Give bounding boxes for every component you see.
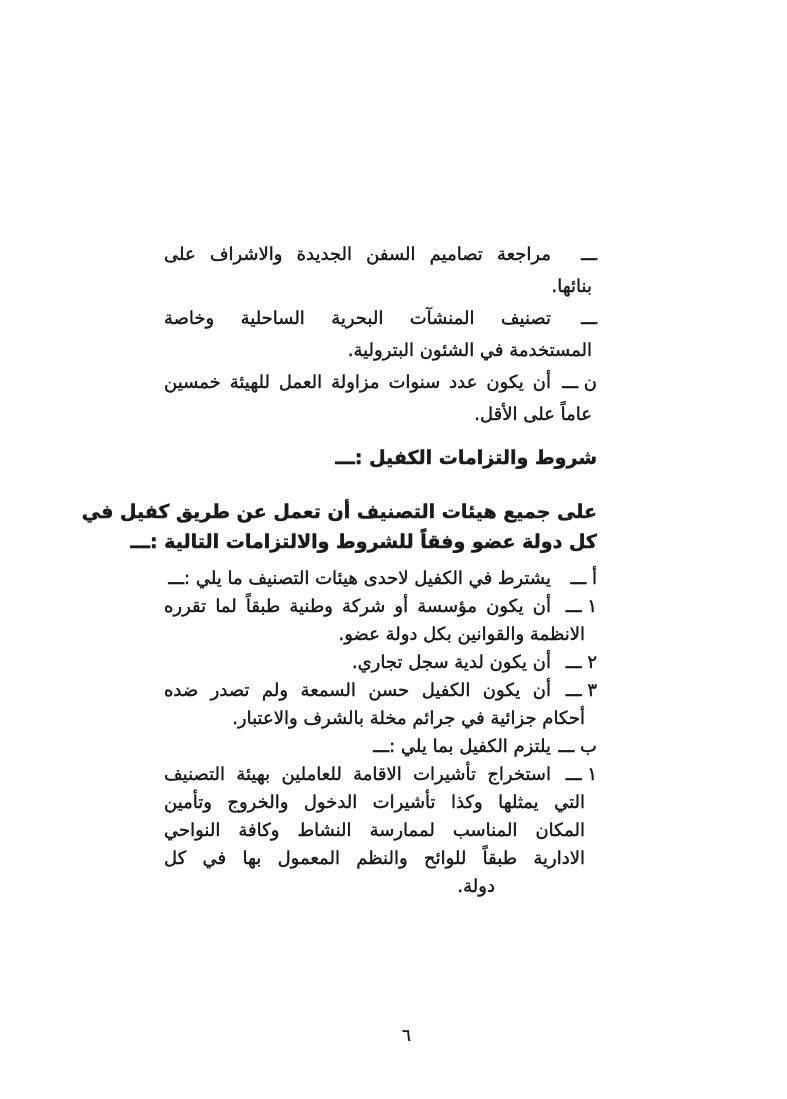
list-item (164, 761, 597, 789)
list-item (164, 565, 597, 593)
list-item-text: يلتزم الكفيل بما يلي :ـــ (373, 736, 551, 757)
list-item-continuation: أحكام جزائية في جرائم مخلة بالشرف والاعتبار. (232, 708, 585, 729)
list-item-continuation: الادارية طبقاً للوائح والنظم المعمول بها في كل (164, 848, 585, 869)
list-item-text: تصنيف المنشآت البحرية الساحلية وخاصة (164, 308, 551, 329)
letter-list-marker: ن ـــ (562, 372, 597, 393)
list-item (164, 367, 597, 399)
conditions-list-block (164, 565, 597, 901)
intro-line: كل دولة عضو وفقاً للشروط والالتزامات التالية :ـــ (130, 531, 597, 553)
intro-paragraph (81, 497, 597, 557)
list-item (164, 649, 597, 677)
top-list-block (164, 239, 597, 431)
list-item (164, 303, 597, 335)
list-item-continuation: التي يمثلها وكذا تأشيرات الدخول والخروج وتأمين (164, 792, 585, 813)
number-list-marker: ٣ ـــ (565, 680, 597, 701)
page-content (81, 239, 597, 901)
dash-list-marker: ـــ (581, 308, 597, 329)
list-item-continuation: بنائها. (551, 276, 592, 297)
list-item (164, 593, 597, 621)
letter-list-marker: ب ـــ (558, 736, 597, 757)
list-item-continuation: دولة. (457, 876, 495, 897)
list-item-text: مراجعة تصاميم السفن الجديدة والاشراف على (164, 244, 551, 265)
intro-line: على جميع هيئات التصنيف أن تعمل عن طريق كفيل في (81, 501, 597, 523)
list-item-text: أن يكون مؤسسة أو شركة وطنية طبقاً لما تقرره (164, 596, 551, 617)
list-item-text: يشترط في الكفيل لاحدى هيئات التصنيف ما يلي :ـــ (168, 568, 551, 589)
number-list-marker: ٢ ـــ (565, 652, 597, 673)
page-number: ٦ (401, 1026, 412, 1046)
list-item-continuation: عاماً على الأقل. (474, 404, 592, 425)
list-item-continuation: الانظمة والقوانين بكل دولة عضو. (338, 624, 585, 645)
list-item-text: أن يكون لدية سجل تجاري. (351, 652, 551, 673)
list-item (164, 677, 597, 705)
section-heading: شروط والتزامات الكفيل :ـــ (335, 447, 597, 469)
list-item-text: أن يكون الكفيل حسن السمعة ولم تصدر ضده (164, 680, 551, 701)
list-item (164, 239, 597, 271)
list-item-text: أن يكون عدد سنوات مزاولة العمل للهيئة خمسين (164, 372, 551, 393)
list-item-continuation: المستخدمة في الشئون البترولية. (347, 340, 592, 361)
dash-list-marker: ـــ (581, 244, 597, 265)
number-list-marker: ١ ـــ (565, 596, 597, 617)
list-item-text: استخراج تأشيرات الاقامة للعاملين بهيئة التصنيف (164, 764, 551, 785)
list-item (164, 733, 597, 761)
letter-list-marker: أ ـــ (570, 568, 597, 589)
number-list-marker: ١ ـــ (565, 764, 597, 785)
list-item-continuation: المكان المناسب لممارسة النشاط وكافة النواحي (164, 820, 585, 841)
